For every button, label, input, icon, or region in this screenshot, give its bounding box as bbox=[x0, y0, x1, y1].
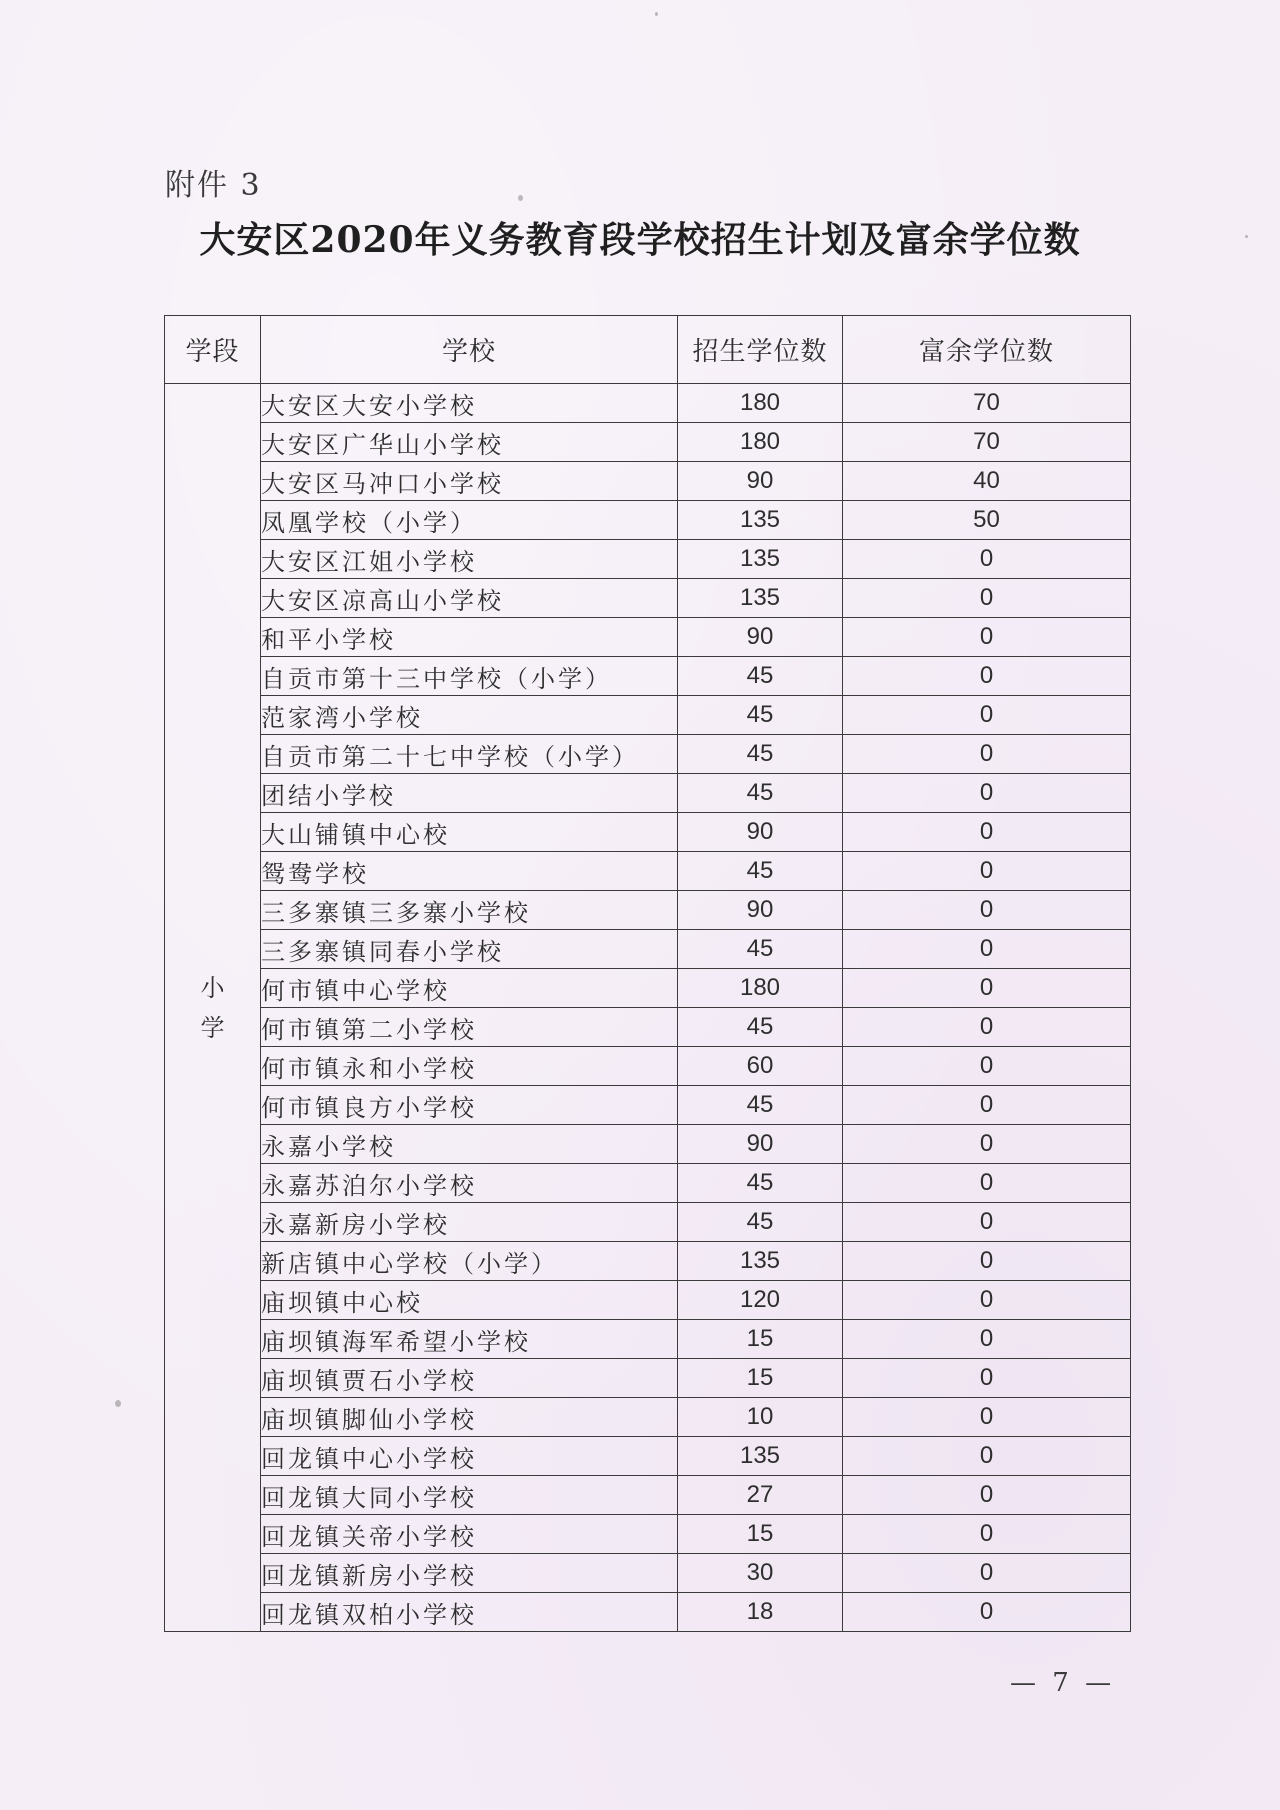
enrollment-cell: 30 bbox=[678, 1554, 843, 1593]
scan-speck bbox=[115, 1400, 121, 1407]
surplus-cell: 0 bbox=[843, 579, 1131, 618]
table-row bbox=[165, 579, 1131, 618]
table-row bbox=[165, 1164, 1131, 1203]
header-surplus: 富余学位数 bbox=[843, 316, 1131, 384]
scan-speck bbox=[518, 195, 523, 201]
table-row bbox=[165, 1242, 1131, 1281]
school-name-cell: 新店镇中心学校（小学） bbox=[261, 1242, 678, 1281]
surplus-cell: 0 bbox=[843, 969, 1131, 1008]
header-school: 学校 bbox=[261, 316, 678, 384]
enrollment-cell: 90 bbox=[678, 618, 843, 657]
enrollment-cell: 135 bbox=[678, 1242, 843, 1281]
table-row bbox=[165, 1515, 1131, 1554]
school-name-cell: 何市镇良方小学校 bbox=[261, 1086, 678, 1125]
surplus-cell: 0 bbox=[843, 1476, 1131, 1515]
surplus-cell: 50 bbox=[843, 501, 1131, 540]
stage-label: 小学 bbox=[200, 973, 225, 1042]
school-name-cell: 大山铺镇中心校 bbox=[261, 813, 678, 852]
table-row bbox=[165, 852, 1131, 891]
enrollment-cell: 45 bbox=[678, 1008, 843, 1047]
school-name-cell: 大安区江姐小学校 bbox=[261, 540, 678, 579]
table-row bbox=[165, 1476, 1131, 1515]
header-enrollment: 招生学位数 bbox=[678, 316, 843, 384]
enrollment-cell: 45 bbox=[678, 1164, 843, 1203]
enrollment-cell: 10 bbox=[678, 1398, 843, 1437]
school-name-cell: 庙坝镇中心校 bbox=[261, 1281, 678, 1320]
surplus-cell: 0 bbox=[843, 852, 1131, 891]
enrollment-cell: 90 bbox=[678, 1125, 843, 1164]
school-name-cell: 回龙镇新房小学校 bbox=[261, 1554, 678, 1593]
table-row bbox=[165, 1203, 1131, 1242]
school-name-cell: 大安区广华山小学校 bbox=[261, 423, 678, 462]
school-name-cell: 回龙镇双柏小学校 bbox=[261, 1593, 678, 1632]
school-name-cell: 三多寨镇三多寨小学校 bbox=[261, 891, 678, 930]
table-row bbox=[165, 774, 1131, 813]
school-name-cell: 大安区大安小学校 bbox=[261, 384, 678, 423]
surplus-cell: 0 bbox=[843, 1047, 1131, 1086]
enrollment-cell: 45 bbox=[678, 1086, 843, 1125]
surplus-cell: 0 bbox=[843, 1125, 1131, 1164]
table-row bbox=[165, 813, 1131, 852]
enrollment-cell: 45 bbox=[678, 696, 843, 735]
school-name-cell: 凤凰学校（小学） bbox=[261, 501, 678, 540]
enrollment-cell: 135 bbox=[678, 579, 843, 618]
enrollment-cell: 90 bbox=[678, 891, 843, 930]
enrollment-cell: 45 bbox=[678, 852, 843, 891]
surplus-cell: 0 bbox=[843, 735, 1131, 774]
surplus-cell: 40 bbox=[843, 462, 1131, 501]
school-name-cell: 永嘉小学校 bbox=[261, 1125, 678, 1164]
enrollment-cell: 45 bbox=[678, 735, 843, 774]
surplus-cell: 0 bbox=[843, 813, 1131, 852]
school-name-cell: 回龙镇大同小学校 bbox=[261, 1476, 678, 1515]
school-name-cell: 自贡市第十三中学校（小学） bbox=[261, 657, 678, 696]
school-name-cell: 自贡市第二十七中学校（小学） bbox=[261, 735, 678, 774]
school-name-cell: 团结小学校 bbox=[261, 774, 678, 813]
table-row bbox=[165, 1281, 1131, 1320]
table-row bbox=[165, 1398, 1131, 1437]
table-row bbox=[165, 1320, 1131, 1359]
enrollment-cell: 90 bbox=[678, 813, 843, 852]
table-row bbox=[165, 1359, 1131, 1398]
surplus-cell: 0 bbox=[843, 1437, 1131, 1476]
document-title: 大安区2020年义务教育段学校招生计划及富余学位数 bbox=[199, 219, 1081, 261]
enrollment-cell: 180 bbox=[678, 384, 843, 423]
school-name-cell: 永嘉新房小学校 bbox=[261, 1203, 678, 1242]
enrollment-cell: 60 bbox=[678, 1047, 843, 1086]
surplus-cell: 0 bbox=[843, 891, 1131, 930]
enrollment-cell: 15 bbox=[678, 1320, 843, 1359]
surplus-cell: 0 bbox=[843, 774, 1131, 813]
school-name-cell: 何市镇永和小学校 bbox=[261, 1047, 678, 1086]
table-row bbox=[165, 735, 1131, 774]
enrollment-cell: 18 bbox=[678, 1593, 843, 1632]
page-number: — 7 — bbox=[1010, 1668, 1116, 1698]
surplus-cell: 0 bbox=[843, 696, 1131, 735]
enrollment-cell: 45 bbox=[678, 1203, 843, 1242]
table-row bbox=[165, 462, 1131, 501]
school-name-cell: 庙坝镇海军希望小学校 bbox=[261, 1320, 678, 1359]
table-row bbox=[165, 501, 1131, 540]
surplus-cell: 0 bbox=[843, 1398, 1131, 1437]
surplus-cell: 0 bbox=[843, 618, 1131, 657]
school-name-cell: 何市镇中心学校 bbox=[261, 969, 678, 1008]
surplus-cell: 0 bbox=[843, 1203, 1131, 1242]
table-row bbox=[165, 1086, 1131, 1125]
table-row bbox=[165, 1554, 1131, 1593]
table-row bbox=[165, 1437, 1131, 1476]
surplus-cell: 0 bbox=[843, 1281, 1131, 1320]
enrollment-cell: 180 bbox=[678, 423, 843, 462]
surplus-cell: 0 bbox=[843, 657, 1131, 696]
school-name-cell: 庙坝镇脚仙小学校 bbox=[261, 1398, 678, 1437]
scan-speck bbox=[655, 12, 658, 16]
enrollment-cell: 15 bbox=[678, 1515, 843, 1554]
enrollment-cell: 27 bbox=[678, 1476, 843, 1515]
enrollment-cell: 90 bbox=[678, 462, 843, 501]
attachment-label: 附件 3 bbox=[165, 168, 262, 203]
enrollment-cell: 45 bbox=[678, 657, 843, 696]
table-row bbox=[165, 1593, 1131, 1632]
surplus-cell: 0 bbox=[843, 1593, 1131, 1632]
surplus-cell: 0 bbox=[843, 1164, 1131, 1203]
surplus-cell: 0 bbox=[843, 1515, 1131, 1554]
table-row bbox=[165, 969, 1131, 1008]
table-row bbox=[165, 891, 1131, 930]
table-row bbox=[165, 618, 1131, 657]
school-name-cell: 鸳鸯学校 bbox=[261, 852, 678, 891]
surplus-cell: 0 bbox=[843, 1359, 1131, 1398]
school-name-cell: 大安区马冲口小学校 bbox=[261, 462, 678, 501]
surplus-cell: 70 bbox=[843, 384, 1131, 423]
table-header-row bbox=[165, 316, 1131, 384]
table-row bbox=[165, 1047, 1131, 1086]
table-row bbox=[165, 423, 1131, 462]
table-row bbox=[165, 657, 1131, 696]
school-name-cell: 回龙镇关帝小学校 bbox=[261, 1515, 678, 1554]
surplus-cell: 0 bbox=[843, 1242, 1131, 1281]
table-row bbox=[165, 696, 1131, 735]
enrollment-cell: 135 bbox=[678, 540, 843, 579]
school-name-cell: 何市镇第二小学校 bbox=[261, 1008, 678, 1047]
table-row bbox=[165, 540, 1131, 579]
enrollment-cell: 180 bbox=[678, 969, 843, 1008]
enrollment-cell: 45 bbox=[678, 930, 843, 969]
school-name-cell: 范家湾小学校 bbox=[261, 696, 678, 735]
enrollment-cell: 15 bbox=[678, 1359, 843, 1398]
surplus-cell: 0 bbox=[843, 930, 1131, 969]
enrollment-cell: 135 bbox=[678, 1437, 843, 1476]
school-name-cell: 三多寨镇同春小学校 bbox=[261, 930, 678, 969]
enrollment-cell: 120 bbox=[678, 1281, 843, 1320]
school-name-cell: 庙坝镇贾石小学校 bbox=[261, 1359, 678, 1398]
table-row bbox=[165, 384, 1131, 423]
table-row bbox=[165, 1125, 1131, 1164]
stage-cell bbox=[165, 384, 261, 1632]
table-row bbox=[165, 930, 1131, 969]
school-name-cell: 大安区凉高山小学校 bbox=[261, 579, 678, 618]
school-name-cell: 和平小学校 bbox=[261, 618, 678, 657]
school-name-cell: 回龙镇中心小学校 bbox=[261, 1437, 678, 1476]
surplus-cell: 0 bbox=[843, 1554, 1131, 1593]
header-stage: 学段 bbox=[165, 316, 261, 384]
surplus-cell: 0 bbox=[843, 1320, 1131, 1359]
surplus-cell: 0 bbox=[843, 540, 1131, 579]
enrollment-cell: 135 bbox=[678, 501, 843, 540]
surplus-cell: 0 bbox=[843, 1008, 1131, 1047]
school-name-cell: 永嘉苏泊尔小学校 bbox=[261, 1164, 678, 1203]
enrollment-cell: 45 bbox=[678, 774, 843, 813]
table-body bbox=[165, 384, 1131, 1632]
enrollment-plan-table bbox=[164, 315, 1131, 1632]
surplus-cell: 0 bbox=[843, 1086, 1131, 1125]
table-row bbox=[165, 1008, 1131, 1047]
surplus-cell: 70 bbox=[843, 423, 1131, 462]
